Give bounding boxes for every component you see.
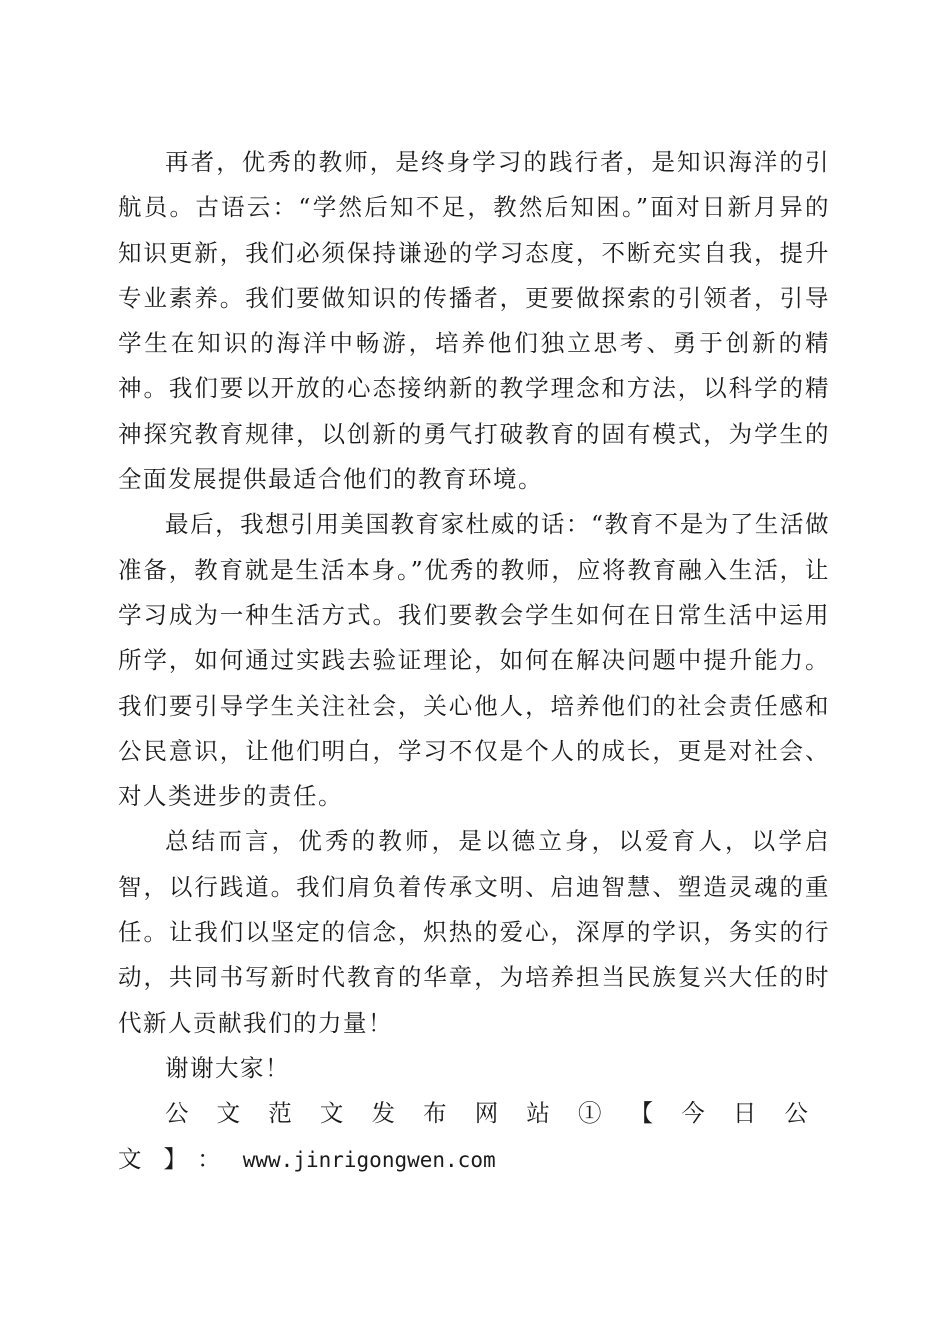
source-footer bbox=[118, 1091, 830, 1183]
source-url: www.jinrigongwen.com bbox=[242, 1147, 496, 1172]
paragraph-thanks: 谢谢大家！ bbox=[165, 1053, 290, 1082]
paragraph-conclusion: 总结而言，优秀的教师，是以德立身，以爱育人，以学启智，以行践道。我们肩负着传承文明、启迪智慧、塑造灵魂的重任。让我们以坚定的信念，炽热的爱心，深厚的学识，务实的行动，共同书写新时代教育的华章，为培养担当民族复兴大任的时代新人贡献我们的力量！ bbox=[118, 827, 830, 1037]
document-body bbox=[118, 140, 830, 1183]
paragraph-continuing-study: 再者，优秀的教师，是终身学习的践行者，是知识海洋的引航员。古语云：“学然后知不足，教然后知困。”面对日新月异的知识更新，我们必须保持谦逊的学习态度，不断充实自我，提升专业素养。我们要做知识的传播者，更要做探索的引领者，引导学生在知识的海洋中畅游，培养他们独立思考、勇于创新的精神。我们要以开放的心态接纳新的教学理念和方法，以科学的精神探究教育规律，以创新的勇气打破教育的固有模式，为学生的全面发展提供最适合他们的教育环境。 bbox=[118, 148, 830, 494]
source-label: 公文范文发布网站①【今日公文】： bbox=[118, 1099, 830, 1173]
paragraph-dewey-quote: 最后，我想引用美国教育家杜威的话：“教育不是为了生活做准备，教育就是生活本身。”优秀的教师，应将教育融入生活，让学习成为一种生活方式。我们要教会学生如何在日常生活中运用所学，如何通过实践去验证理论，如何在解决问题中提升能力。我们要引导学生关注社会，关心他人，培养他们的社会责任感和公民意识，让他们明白，学习不仅是个人的成长，更是对社会、对人类进步的责任。 bbox=[118, 510, 830, 811]
